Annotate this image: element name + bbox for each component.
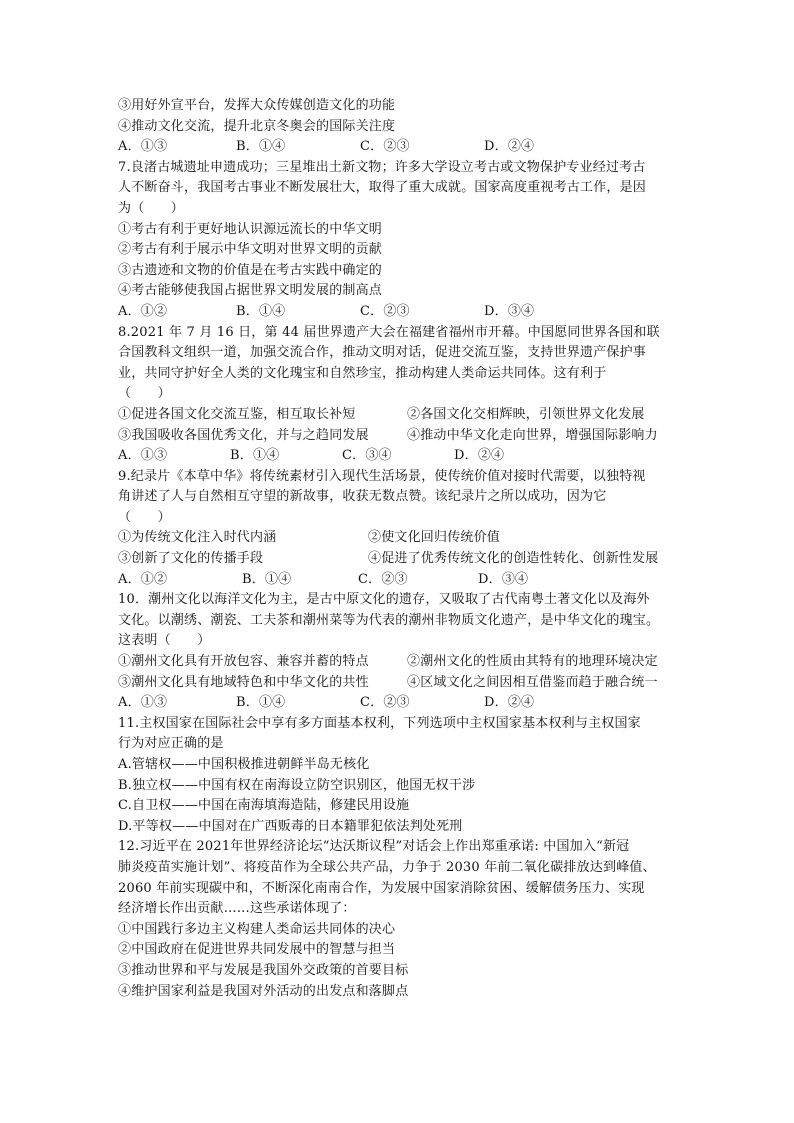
q12-stem-line-4: 经济增长作出贡献……这些承诺体现了： [118, 901, 356, 917]
q11-option-a: A.管辖权——中国积极推进朝鲜半岛无核化 [118, 757, 370, 772]
q11-stem-line-2: 行为对应正确的是 [118, 736, 224, 752]
q12-stem-line-1: 12.习近平在 2021年世界经济论坛“达沃斯议程”对话会上作出郑重承诺: 中国加入“新冠 [118, 839, 630, 855]
q10-statement-1: ①潮州文化具有开放包容、兼容并蓄的特点 [118, 654, 369, 670]
q10-option-a: A．①③ [118, 695, 168, 711]
q9-stem-line-3: （ ） [118, 509, 171, 525]
q7-statement-2: ②考古有利于展示中华文明对世界文明的贡献 [118, 242, 383, 258]
q9-option-b: B．①④ [242, 571, 292, 587]
q8-statement-2: ②各国文化交相辉映，引领世界文化发展 [407, 406, 645, 422]
q7-option-c: C．②③ [360, 303, 410, 319]
q6-option-c: C．②③ [360, 139, 410, 155]
exam-page [118, 96, 678, 1002]
q9-option-a: A．①② [118, 571, 168, 587]
q6-option-b: B．①④ [236, 139, 286, 155]
q9-statements-row-1 [118, 528, 678, 549]
q12-stem-line-3: 2060 年前实现碳中和，不断深化南南合作，为发展中国家消除贫困、缓解债务压力、实现 [118, 880, 645, 896]
q8-options [118, 446, 678, 467]
q12-statement-2: ②中国政府在促进世界共同发展中的智慧与担当 [118, 942, 396, 958]
q9-stem-line-2: 角讲述了人与自然相互守望的新故事，收获无数点赞。该纪录片之所以成功，因为它 [118, 489, 607, 505]
q10-statement-2: ②潮州文化的性质由其特有的地理环境决定 [407, 654, 658, 670]
q10-stem-line-1: 10．潮州文化以海洋文化为主，是古中原文化的遗存，又吸取了古代南粤土著文化以及海外 [118, 592, 650, 608]
q8-option-b: B．①④ [230, 448, 280, 464]
q10-statements-row-2 [118, 673, 678, 694]
q9-stem-line-1: 9.纪录片《本草中华》将传统素材引入现代生活场景，使传统价值对接时代需要，以独特视 [118, 468, 646, 484]
q8-option-a: A．①③ [118, 448, 168, 464]
q8-option-d: D．②④ [454, 448, 505, 464]
q7-statement-4: ④考古能够使我国占据世界文明发展的制高点 [118, 283, 383, 299]
q9-option-d: D．③④ [478, 571, 529, 587]
q6-option-d: D．②④ [484, 139, 535, 155]
q7-option-a: A．①② [118, 303, 168, 319]
q7-stem-line-3: 为（ ） [118, 200, 185, 216]
q11-stem-line-1: 11.主权国家在国际社会中享有多方面基本权利，下列选项中主权国家基本权利与主权国家 [118, 715, 641, 731]
q7-option-b: B．①④ [236, 303, 286, 319]
q9-statement-2: ②使文化回归传统价值 [368, 530, 501, 546]
q8-stem-line-2: 合国教科文组织一道，加强交流合作，推动文明对话，促进交流互鉴，支持世界遗产保护事 [118, 345, 647, 361]
q9-statements-row-2 [118, 549, 678, 570]
q7-stem-line-1: 7.良渚古城遗址申遗成功；三星堆出土新文物；许多大学设立考古或文物保护专业经过考古 [118, 159, 646, 175]
q6-option-a: A．①③ [118, 139, 168, 155]
q11-option-b: B.独立权——中国有权在南海设立防空识别区，他国无权干涉 [118, 777, 476, 793]
q10-statement-4: ④区域文化之间因相互借鉴而趋于融合统一 [407, 674, 658, 690]
q10-options [118, 693, 678, 714]
q11-option-d: D.平等权——中国对在广西贩毒的日本籍罪犯依法判处死刑 [118, 818, 463, 834]
q8-stem-line-4: （ ） [118, 386, 171, 402]
q8-stem-line-3: 业，共同守护好全人类的文化瑰宝和自然珍宝，推动构建人类命运共同体。这有利于 [118, 365, 607, 381]
q9-statement-3: ③创新了文化的传播手段 [118, 551, 264, 567]
q9-statement-4: ④促进了优秀传统文化的创造性转化、创新性发展 [368, 551, 659, 567]
q12-statement-1: ①中国践行多边主义构建人类命运共同体的决心 [118, 921, 396, 937]
q9-statement-1: ①为传统文化注入时代内涵 [118, 530, 277, 546]
q8-statements-row-2 [118, 426, 678, 447]
q10-statement-3: ③潮州文化具有地域特色和中华文化的共性 [118, 674, 369, 690]
q6-options [118, 137, 678, 158]
q9-options [118, 570, 678, 591]
q10-stem-line-2: 文化。以潮绣、潮瓷、工夫茶和潮州菜等为代表的潮州非物质文化遗产，是中华文化的瑰宝。 [118, 612, 660, 628]
q10-option-b: B．①④ [236, 695, 286, 711]
q8-option-c: C．③④ [342, 448, 392, 464]
q10-option-c: C．②③ [360, 695, 410, 711]
q6-statement-4: ④推动文化交流，提升北京冬奥会的国际关注度 [118, 118, 396, 134]
q10-stem-line-3: 这表明（ ） [118, 633, 211, 649]
q8-statements-row-1 [118, 405, 678, 426]
q12-stem-line-2: 肺炎疫苗实施计划”、将疫苗作为全球公共产品，力争于 2030 年前二氧化碳排放达到峰值、 [118, 859, 656, 875]
q8-statement-4: ④推动中华文化走向世界，增强国际影响力 [407, 427, 658, 443]
q11-option-c: C.自卫权——中国在南海填海造陆，修建民用设施 [118, 798, 410, 814]
q8-statement-1: ①促进各国文化交流互鉴，相互取长补短 [118, 406, 356, 422]
q9-option-c: C．②③ [358, 571, 408, 587]
q7-options [118, 302, 678, 323]
q10-statements-row-1 [118, 652, 678, 673]
q7-option-d: D．③④ [484, 303, 535, 319]
q10-option-d: D．②④ [484, 695, 535, 711]
q12-statement-4: ④维护国家利益是我国对外活动的出发点和落脚点 [118, 983, 409, 999]
q7-statement-1: ①考古有利于更好地认识源远流长的中华文明 [118, 221, 383, 237]
q6-statement-3: ③用好外宣平台，发挥大众传媒创造文化的功能 [118, 98, 396, 113]
q12-statement-3: ③推动世界和平与发展是我国外交政策的首要目标 [118, 962, 409, 978]
q8-statement-3: ③我国吸收各国优秀文化，并与之趋同发展 [118, 427, 369, 443]
q7-stem-line-2: 人不断奋斗，我国考古事业不断发展壮大，取得了重大成就。国家高度重视考古工作，是因 [118, 180, 647, 196]
q7-statement-3: ③古遗迹和文物的价值是在考古实践中确定的 [118, 262, 383, 278]
q8-stem-line-1: 8.2021 年 7 月 16 日，第 44 届世界遗产大会在福建省福州市开幕。中国愿同世界各国和联 [118, 324, 660, 340]
